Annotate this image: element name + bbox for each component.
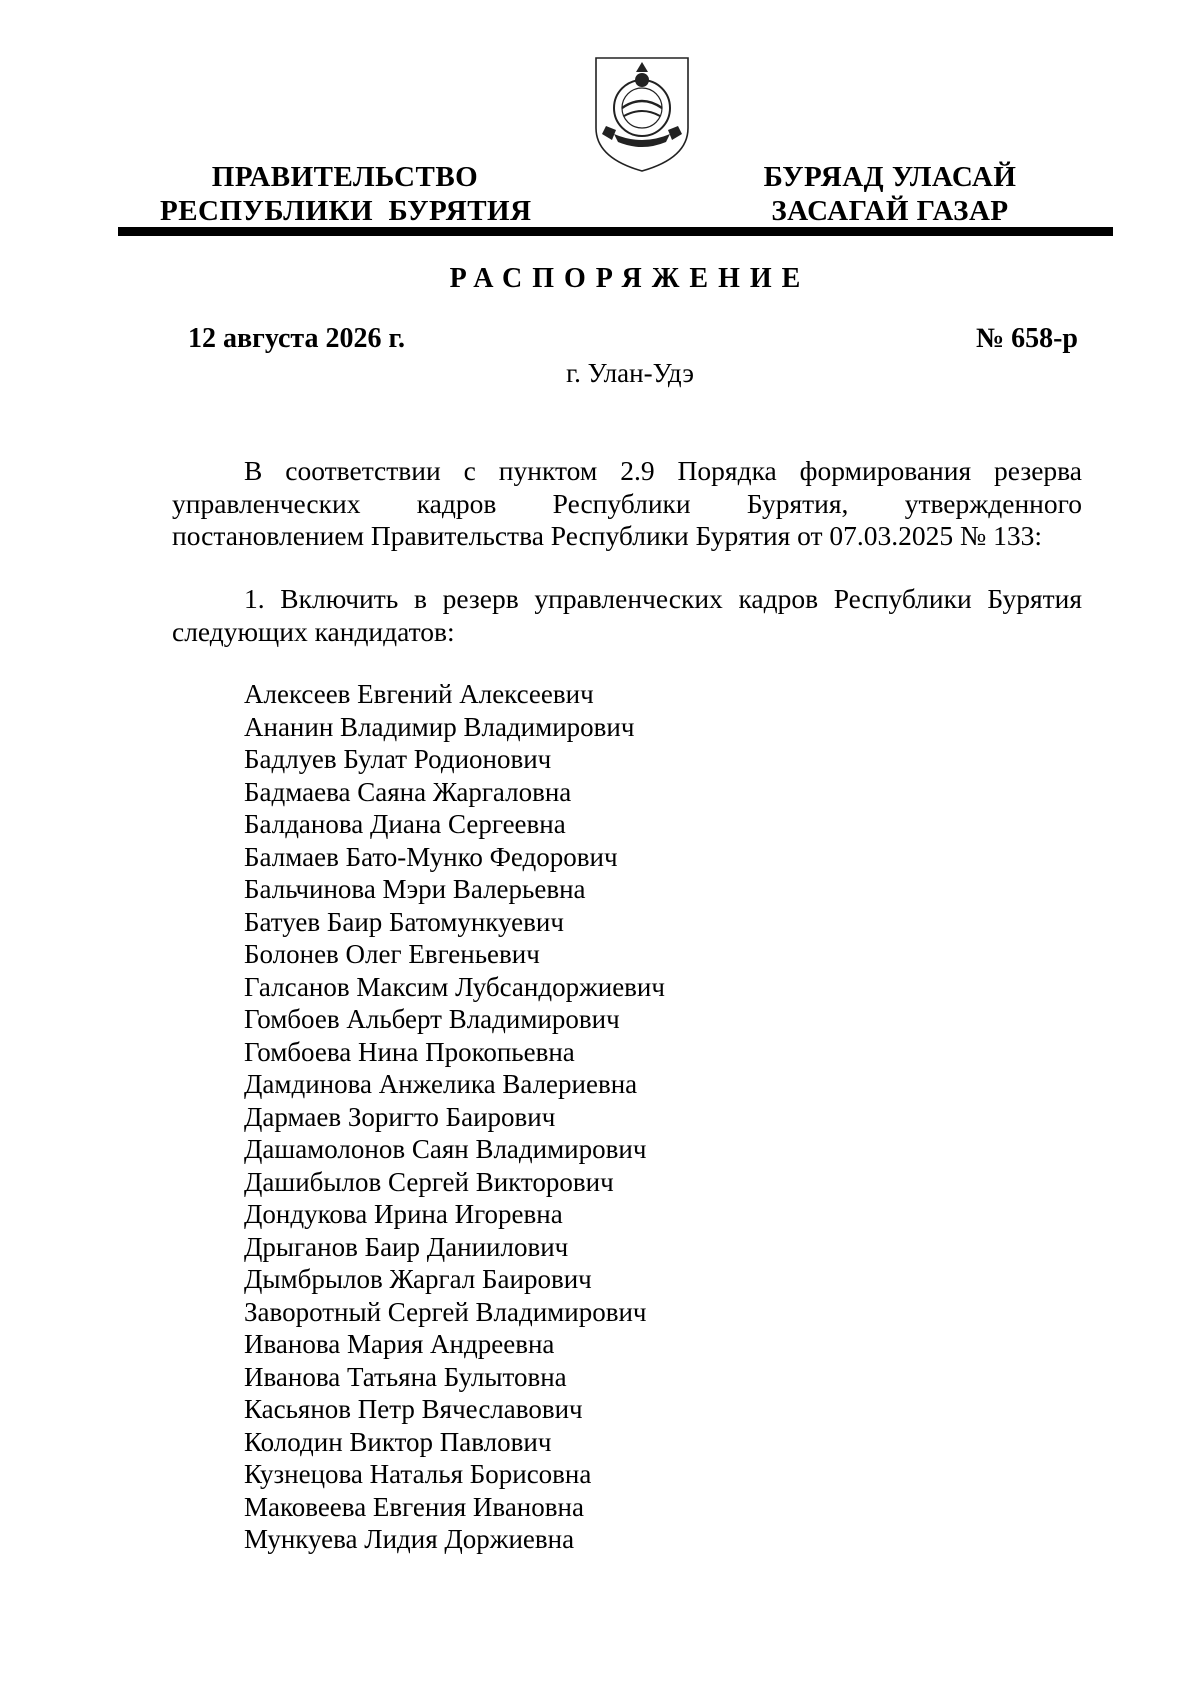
- header-left-line2: РЕСПУБЛИКИ БУРЯТИЯ: [160, 195, 532, 227]
- candidate-name: Дармаев Зоригто Баирович: [244, 1101, 556, 1132]
- document-number: № 658-р: [975, 323, 1078, 354]
- candidate-name: Бальчинова Мэри Валерьевна: [244, 874, 586, 904]
- candidate-name: Галсанов Максим Лубсандоржиевич: [244, 971, 665, 1002]
- candidate-name: Балданова Диана Сергеевна: [244, 809, 566, 839]
- candidate-name: Бадмаева Саяна Жаргаловна: [244, 776, 572, 807]
- document-title: РАСПОРЯЖЕНИЕ: [449, 263, 811, 294]
- candidate-name: Дамдинова Анжелика Валериевна: [244, 1069, 638, 1099]
- coat-of-arms-icon: [592, 50, 692, 175]
- header-left-line1: ПРАВИТЕЛЬСТВО: [211, 161, 479, 193]
- candidate-name: Заворотный Сергей Владимирович: [244, 1296, 647, 1327]
- candidate-name: Иванова Мария Андреевна: [244, 1329, 555, 1359]
- candidate-name: Кузнецова Наталья Борисовна: [244, 1459, 592, 1489]
- candidate-name: Дымбрылов Жаргал Баирович: [244, 1264, 592, 1294]
- government-name-buryat: [740, 160, 1040, 228]
- candidate-name: Балмаев Бато-Мунко Федорович: [244, 841, 618, 872]
- document-city: г. Улан-Удэ: [566, 358, 694, 388]
- government-name-russian: [160, 160, 530, 228]
- candidate-name: Болонев Олег Евгеньевич: [244, 939, 540, 969]
- candidate-name: Алексеев Евгений Алексеевич: [244, 679, 594, 709]
- candidate-name: Маковеева Евгения Ивановна: [244, 1491, 584, 1522]
- header-right-line1: БУРЯАД УЛАСАЙ: [763, 161, 1017, 193]
- candidate-list: [244, 678, 665, 1556]
- preamble-paragraph: [172, 455, 1082, 553]
- header-right-line2: ЗАСАГАЙ ГАЗАР: [771, 195, 1009, 227]
- document-date: 12 августа 2026 г.: [188, 323, 406, 354]
- candidate-name: Дашамолонов Саян Владимирович: [244, 1134, 647, 1164]
- candidate-name: Ананин Владимир Владимирович: [244, 711, 635, 742]
- candidate-name: Гомбоева Нина Прокопьевна: [244, 1036, 575, 1067]
- candidate-name: Касьянов Петр Вячеславович: [244, 1394, 583, 1424]
- candidate-name: Иванова Татьяна Булытовна: [244, 1361, 567, 1392]
- item1-text: 1. Включить в резерв управленческих кадров Республики Бурятия следующих кандидатов:: [172, 583, 1082, 647]
- candidate-name: Мункуева Лидия Доржиевна: [244, 1524, 575, 1554]
- preamble-text: В соответствии с пунктом 2.9 Порядка формирования резерва управленческих кадров Республики Бурятия, утвержденного постановлением Правительства Республики Бурятия от 07.03.2025 № 133:: [172, 455, 1082, 551]
- header-divider: [118, 227, 1113, 236]
- candidate-name: Колодин Виктор Павлович: [244, 1426, 552, 1457]
- candidate-name: Дрыганов Баир Даниилович: [244, 1231, 569, 1262]
- item1-paragraph: [172, 583, 1082, 648]
- candidate-name: Батуев Баир Батомункуевич: [244, 906, 564, 937]
- candidate-name: Бадлуев Булат Родионович: [244, 744, 552, 774]
- candidate-name: Дондукова Ирина Игоревна: [244, 1199, 563, 1229]
- candidate-name: Дашибылов Сергей Викторович: [244, 1166, 614, 1197]
- candidate-name: Гомбоев Альберт Владимирович: [244, 1004, 620, 1034]
